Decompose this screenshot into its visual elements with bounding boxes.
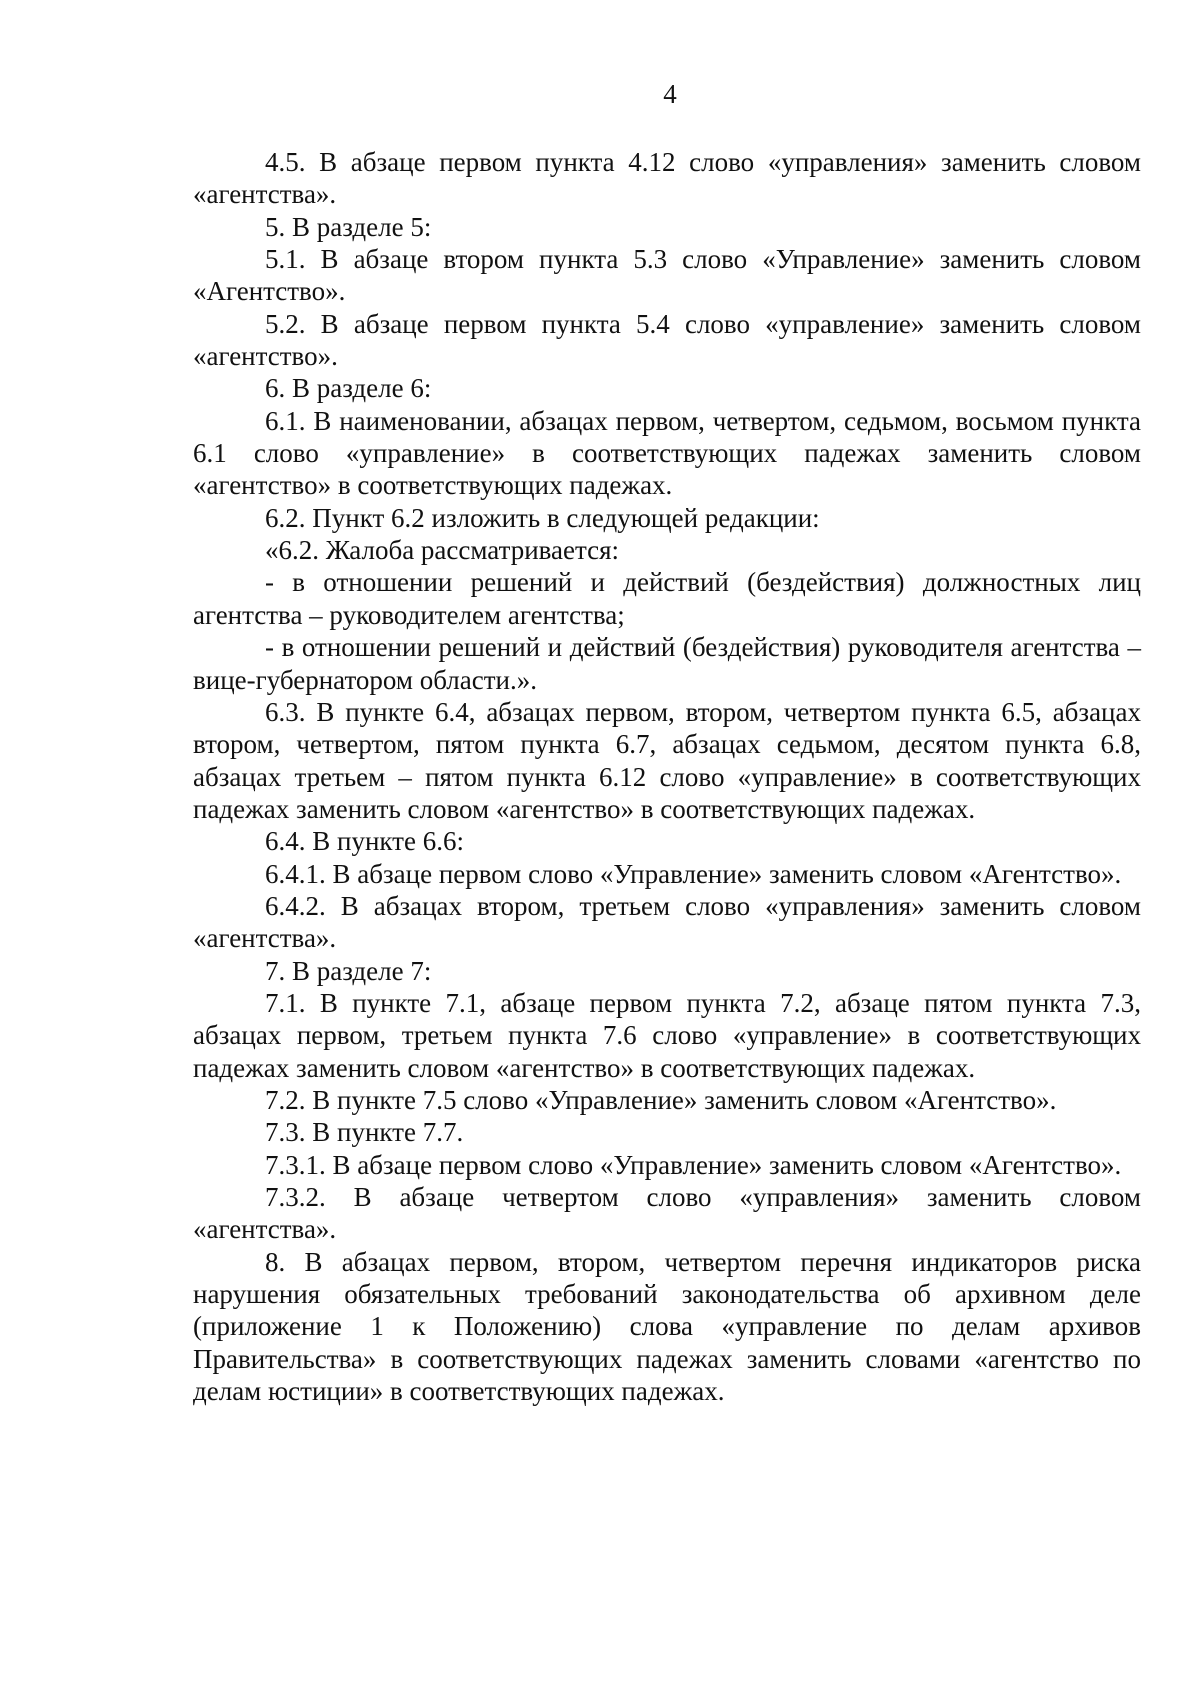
- paragraph-7-3: 7.3. В пункте 7.7.: [265, 1117, 464, 1148]
- paragraph-6-4-2: 6.4.2. В абзацах втором, третьем слово «управления» заменить словом «агентства».: [193, 890, 1141, 954]
- paragraph-5: 5. В разделе 5:: [265, 211, 432, 242]
- document-body: [193, 146, 1141, 1407]
- paragraph-6-4: 6.4. В пункте 6.6:: [265, 826, 464, 857]
- page-number: 4: [663, 79, 677, 109]
- paragraph-6-3: 6.3. В пункте 6.4, абзацах первом, втором, четвертом пункта 6.5, абзацах втором, четвертом, пятом пункта 6.7, абзацах седьмом, десятом пункта 6.8, абзацах третьем – пятом пункта 6.12 слово «управление» в соответствующих падежах заменить словом «агентство» в соответствующих падежах.: [193, 696, 1141, 824]
- paragraph-7-3-1: 7.3.1. В абзаце первом слово «Управление» заменить словом «Агентство».: [265, 1149, 1122, 1180]
- paragraph-6: 6. В разделе 6:: [265, 373, 432, 404]
- paragraph-5-1: 5.1. В абзаце втором пункта 5.3 слово «Управление» заменить словом «Агентство».: [193, 244, 1141, 307]
- paragraph-6-2: 6.2. Пункт 6.2 изложить в следующей редакции:: [265, 502, 820, 533]
- paragraph-7-3-2: 7.3.2. В абзаце четвертом слово «управления» заменить словом «агентства».: [193, 1182, 1141, 1245]
- paragraph-7-1: 7.1. В пункте 7.1, абзаце первом пункта 7.2, абзаце пятом пункта 7.3, абзацах первом, третьем пункта 7.6 слово «управление» в соответствующих падежах заменить словом «агентство» в соответствующих падежах.: [193, 987, 1141, 1083]
- paragraph-6-4-1: 6.4.1. В абзаце первом слово «Управление» заменить словом «Агентство».: [265, 858, 1122, 889]
- paragraph-4-5: 4.5. В абзаце первом пункта 4.12 слово «управления» заменить словом «агентства».: [193, 147, 1141, 210]
- paragraph-quote-6-2: «6.2. Жалоба рассматривается:: [265, 535, 620, 566]
- paragraph-6-1: 6.1. В наименовании, абзацах первом, четвертом, седьмом, восьмом пункта 6.1 слово «управление» в соответствующих падежах заменить словом «агентство» в соответствующих падежах.: [193, 405, 1141, 501]
- paragraph-7: 7. В разделе 7:: [265, 955, 432, 986]
- paragraph-quote-item-2: - в отношении решений и действий (бездействия) руководителя агентства – вице-губернатором области.».: [193, 632, 1141, 695]
- paragraph-7-2: 7.2. В пункте 7.5 слово «Управление» заменить словом «Агентство».: [265, 1084, 1057, 1115]
- paragraph-quote-item-1: - в отношении решений и действий (бездействия) должностных лиц агентства – руководителем агентства;: [193, 567, 1141, 630]
- paragraph-8: 8. В абзацах первом, втором, четвертом перечня индикаторов риска нарушения обязательных требований законодательства об архивном деле (приложение 1 к Положению) слова «управление по делам архивов Правительства» в соответствующих падежах заменить словами «агентство по делам юстиции» в соответствующих падежах.: [193, 1246, 1141, 1407]
- paragraph-5-2: 5.2. В абзаце первом пункта 5.4 слово «управление» заменить словом «агентство».: [193, 308, 1141, 372]
